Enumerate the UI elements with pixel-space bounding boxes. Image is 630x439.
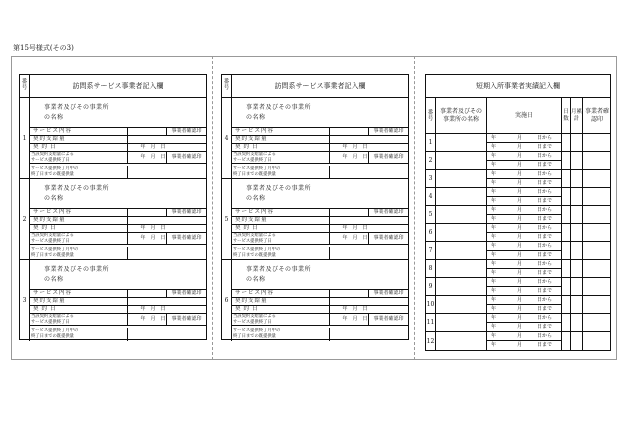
- contract-date-value: 年 月 日: [342, 144, 368, 150]
- month-label: 月: [517, 297, 523, 303]
- month-label: 月: [517, 171, 523, 177]
- number-header: 番号: [20, 75, 30, 97]
- day-label: 日から: [537, 333, 553, 339]
- end-date-label: 当該契約支給量による サービス提供終了日: [30, 314, 128, 325]
- contract-date-value: 年 月 日: [140, 225, 166, 231]
- provided-amount-label: サービス提供終了月中の 終了日までの既提供量: [232, 247, 330, 260]
- block-number: 5: [222, 179, 232, 259]
- panel-title: 訪問系サービス事業者記入欄: [274, 82, 366, 90]
- provided-amount-label: サービス提供終了月中の 終了日までの既提供量: [30, 247, 128, 260]
- contract-amount-label: 契約支給量: [232, 298, 330, 305]
- confirm-seal-label: 事業者確認印: [166, 233, 206, 244]
- row-number: 4: [426, 188, 436, 205]
- confirm-seal-label: 事業者確認印: [166, 314, 206, 325]
- block-number: 4: [222, 98, 232, 178]
- year-label: 年: [491, 180, 497, 186]
- day-label: 日から: [537, 189, 553, 195]
- short-stay-row: [426, 278, 610, 296]
- year-label: 年: [491, 315, 497, 321]
- block-number: 3: [20, 260, 30, 341]
- contract-date-label: 契約日: [232, 306, 330, 313]
- provided-amount-label: サービス提供終了月中の 終了日までの既提供量: [30, 328, 128, 341]
- short-stay-row: [426, 152, 610, 170]
- contract-date-value: 年 月 日: [140, 144, 166, 150]
- day-label: 日から: [537, 279, 553, 285]
- service-content-label: サービス内容: [30, 128, 128, 135]
- month-label: 月: [517, 180, 523, 186]
- panel-title: 短期入所事業者実績記入欄: [476, 82, 560, 90]
- month-label: 月: [517, 288, 523, 294]
- panel-separator: [414, 56, 415, 360]
- contract-date-value: 年 月 日: [342, 306, 368, 312]
- month-label: 月: [517, 234, 523, 240]
- day-label: 日まで: [537, 216, 553, 222]
- day-label: 日から: [537, 315, 553, 321]
- business-name-label: 事業者及びその事業所の名称: [44, 104, 110, 121]
- day-label: 日から: [537, 153, 553, 159]
- confirm-seal-label: 事業者確認印: [368, 314, 408, 325]
- month-label: 月: [517, 324, 523, 330]
- day-label: 日まで: [537, 270, 553, 276]
- month-label: 月: [517, 270, 523, 276]
- month-label: 月: [517, 135, 523, 141]
- confirm-seal-label: 事業者確認印: [368, 290, 408, 297]
- short-stay-row: [426, 242, 610, 260]
- block-number: 6: [222, 260, 232, 341]
- service-content-label: サービス内容: [30, 209, 128, 216]
- short-stay-row: [426, 224, 610, 242]
- business-name-label: 事業者及びその事業所の名称: [44, 266, 110, 283]
- day-label: 日まで: [537, 288, 553, 294]
- date-header: 実施日: [487, 98, 562, 133]
- day-label: 日から: [537, 297, 553, 303]
- short-stay-row: [426, 332, 610, 350]
- year-label: 年: [491, 324, 497, 330]
- provider-panel-1: [19, 74, 207, 340]
- contract-date-label: 契約日: [232, 225, 330, 232]
- confirm-seal-label: 事業者確認印: [166, 290, 206, 297]
- block-number: 2: [20, 179, 30, 259]
- provider-block: [20, 260, 206, 341]
- contract-date-value: 年 月 日: [342, 225, 368, 231]
- row-number: 12: [426, 332, 436, 350]
- confirm-seal-label: 事業者確認印: [166, 128, 206, 135]
- row-number: 1: [426, 134, 436, 151]
- name-header: 事業者及びその事業所の名称: [436, 98, 487, 133]
- confirm-seal-label: 事業者確認印: [368, 152, 408, 163]
- year-label: 年: [491, 207, 497, 213]
- year-label: 年: [491, 288, 497, 294]
- row-number: 11: [426, 314, 436, 331]
- year-label: 年: [491, 306, 497, 312]
- year-label: 年: [491, 135, 497, 141]
- short-stay-rows: [426, 134, 610, 350]
- month-label: 月: [517, 342, 523, 348]
- number-header: 番号: [426, 98, 436, 133]
- confirm-seal-label: 事業者確認印: [368, 233, 408, 244]
- confirm-header: 事業者確認印: [585, 107, 610, 123]
- year-label: 年: [491, 333, 497, 339]
- contract-amount-label: 契約支給量: [232, 136, 330, 143]
- row-number: 9: [426, 278, 436, 295]
- end-date-label: 当該契約支給量による サービス提供終了日: [232, 314, 330, 325]
- year-label: 年: [491, 279, 497, 285]
- provided-amount-label: サービス提供終了月中の 終了日までの既提供量: [30, 166, 128, 179]
- day-label: 日まで: [537, 144, 553, 150]
- service-content-label: サービス内容: [232, 209, 330, 216]
- short-stay-row: [426, 314, 610, 332]
- contract-amount-label: 契約支給量: [232, 217, 330, 224]
- year-label: 年: [491, 144, 497, 150]
- short-stay-row: [426, 188, 610, 206]
- confirm-seal-label: 事業者確認印: [368, 209, 408, 216]
- year-label: 年: [491, 243, 497, 249]
- year-label: 年: [491, 270, 497, 276]
- contract-amount-label: 契約支給量: [30, 217, 128, 224]
- day-label: 日まで: [537, 306, 553, 312]
- provider-block: [222, 98, 408, 179]
- end-date-label: 当該契約支給量による サービス提供終了日: [232, 152, 330, 163]
- year-label: 年: [491, 171, 497, 177]
- end-date-value: 年 月 日: [140, 316, 166, 322]
- contract-amount-label: 契約支給量: [30, 298, 128, 305]
- provider-panel-2: [221, 74, 409, 340]
- month-label: 月: [517, 144, 523, 150]
- form-number-label: 第15号様式(その3): [13, 44, 74, 52]
- provider-block: [20, 98, 206, 179]
- confirm-seal-label: 事業者確認印: [166, 209, 206, 216]
- day-label: 日から: [537, 261, 553, 267]
- confirm-seal-label: 事業者確認印: [368, 128, 408, 135]
- end-date-value: 年 月 日: [342, 235, 368, 241]
- confirm-seal-label: 事業者確認印: [166, 152, 206, 163]
- business-name-label: 事業者及びその事業所の名称: [246, 266, 312, 283]
- end-date-value: 年 月 日: [342, 154, 368, 160]
- day-label: 日から: [537, 225, 553, 231]
- end-date-label: 当該契約支給量による サービス提供終了日: [30, 233, 128, 244]
- day-label: 日まで: [537, 234, 553, 240]
- row-number: 5: [426, 206, 436, 223]
- short-stay-row: [426, 296, 610, 314]
- short-stay-row: [426, 134, 610, 152]
- panel-separator: [212, 56, 213, 360]
- year-label: 年: [491, 153, 497, 159]
- year-label: 年: [491, 198, 497, 204]
- month-label: 月: [517, 333, 523, 339]
- month-label: 月: [517, 162, 523, 168]
- days-header: 日数: [562, 98, 571, 133]
- month-label: 月: [517, 306, 523, 312]
- cumulative-header: 月累計: [571, 98, 583, 133]
- contract-date-label: 契約日: [232, 144, 330, 151]
- short-stay-row: [426, 170, 610, 188]
- month-label: 月: [517, 279, 523, 285]
- end-date-label: 当該契約支給量による サービス提供終了日: [232, 233, 330, 244]
- provider-block: [222, 260, 408, 341]
- day-label: 日まで: [537, 342, 553, 348]
- contract-date-label: 契約日: [30, 225, 128, 232]
- month-label: 月: [517, 207, 523, 213]
- row-number: 8: [426, 260, 436, 277]
- service-content-label: サービス内容: [30, 290, 128, 297]
- month-label: 月: [517, 261, 523, 267]
- service-content-label: サービス内容: [232, 128, 330, 135]
- month-label: 月: [517, 252, 523, 258]
- contract-date-label: 契約日: [30, 306, 128, 313]
- day-label: 日から: [537, 135, 553, 141]
- month-label: 月: [517, 216, 523, 222]
- number-header: 番号: [222, 75, 232, 97]
- short-stay-row: [426, 206, 610, 224]
- year-label: 年: [491, 225, 497, 231]
- day-label: 日まで: [537, 198, 553, 204]
- row-number: 10: [426, 296, 436, 313]
- contract-date-label: 契約日: [30, 144, 128, 151]
- day-label: 日から: [537, 243, 553, 249]
- contract-amount-label: 契約支給量: [30, 136, 128, 143]
- month-label: 月: [517, 189, 523, 195]
- short-stay-row: [426, 260, 610, 278]
- provided-amount-label: サービス提供終了月中の 終了日までの既提供量: [232, 328, 330, 341]
- panel-title: 訪問系サービス事業者記入欄: [72, 82, 164, 90]
- year-label: 年: [491, 261, 497, 267]
- provider-block: [222, 179, 408, 260]
- year-label: 年: [491, 297, 497, 303]
- day-label: 日まで: [537, 162, 553, 168]
- month-label: 月: [517, 243, 523, 249]
- row-number: 2: [426, 152, 436, 169]
- day-label: 日から: [537, 207, 553, 213]
- month-label: 月: [517, 198, 523, 204]
- day-label: 日から: [537, 171, 553, 177]
- block-number: 1: [20, 98, 30, 178]
- year-label: 年: [491, 162, 497, 168]
- provider-block: [20, 179, 206, 260]
- month-label: 月: [517, 225, 523, 231]
- service-content-label: サービス内容: [232, 290, 330, 297]
- row-number: 3: [426, 170, 436, 187]
- year-label: 年: [491, 234, 497, 240]
- business-name-label: 事業者及びその事業所の名称: [44, 185, 110, 202]
- business-name-label: 事業者及びその事業所の名称: [246, 185, 312, 202]
- end-date-label: 当該契約支給量による サービス提供終了日: [30, 152, 128, 163]
- month-label: 月: [517, 153, 523, 159]
- end-date-value: 年 月 日: [342, 316, 368, 322]
- contract-date-value: 年 月 日: [140, 306, 166, 312]
- year-label: 年: [491, 342, 497, 348]
- year-label: 年: [491, 189, 497, 195]
- day-label: 日まで: [537, 324, 553, 330]
- business-name-label: 事業者及びその事業所の名称: [246, 104, 312, 121]
- month-label: 月: [517, 315, 523, 321]
- end-date-value: 年 月 日: [140, 154, 166, 160]
- short-stay-panel: [425, 74, 611, 351]
- day-label: 日まで: [537, 252, 553, 258]
- day-label: 日まで: [537, 180, 553, 186]
- year-label: 年: [491, 252, 497, 258]
- year-label: 年: [491, 216, 497, 222]
- provided-amount-label: サービス提供終了月中の 終了日までの既提供量: [232, 166, 330, 179]
- row-number: 6: [426, 224, 436, 241]
- end-date-value: 年 月 日: [140, 235, 166, 241]
- row-number: 7: [426, 242, 436, 259]
